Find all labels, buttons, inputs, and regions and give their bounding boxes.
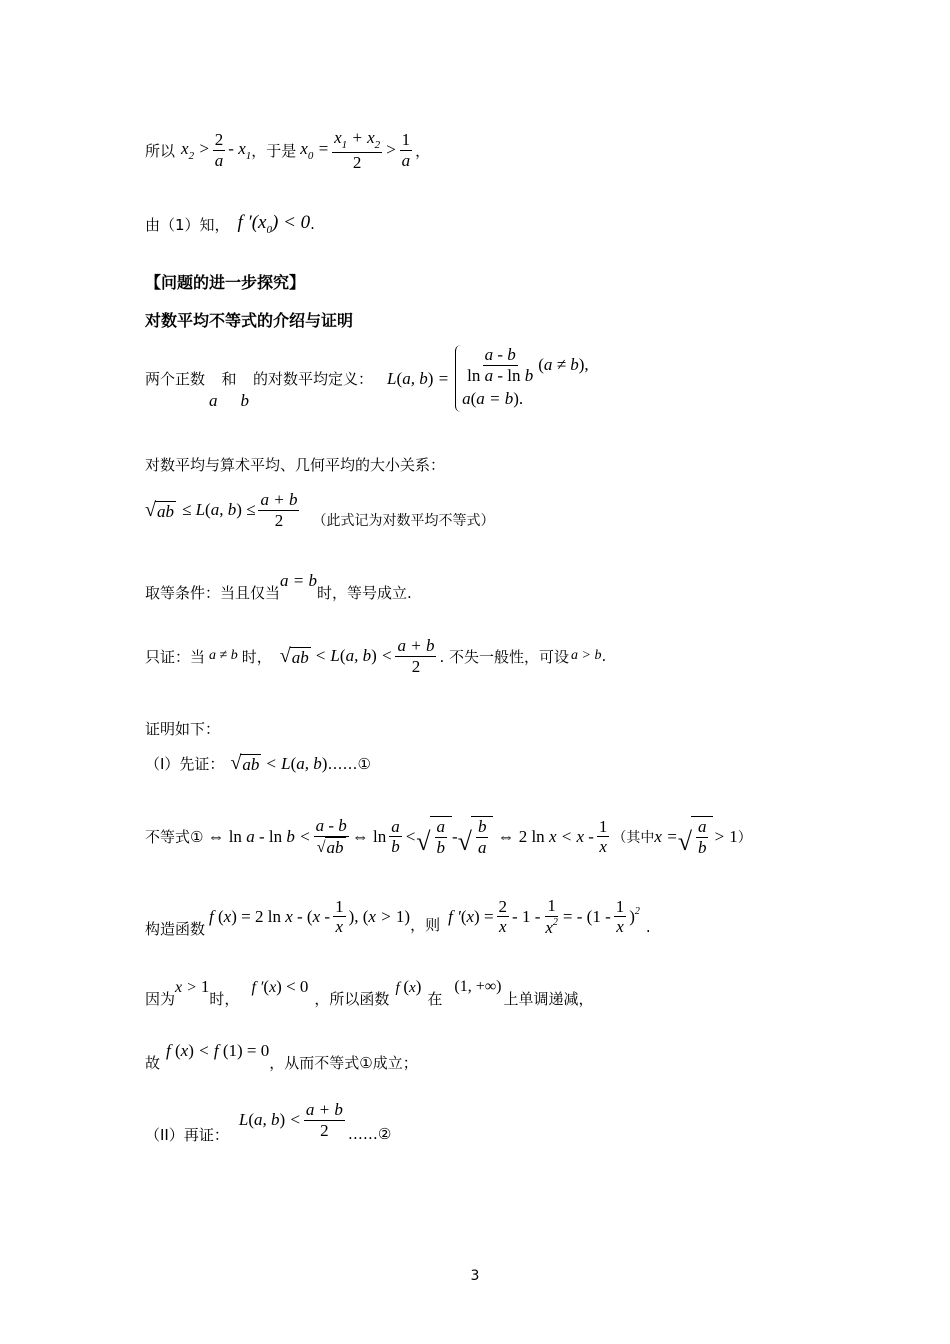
math-expr: L(a, b) = <box>387 368 450 388</box>
text: 时， <box>241 647 272 666</box>
math-fraction: $\frac{a + b}{2}$ <box>260 490 298 530</box>
math-expr: > <box>385 140 397 160</box>
step-one <box>145 752 371 775</box>
math-fraction: $\frac{1}{a}$ <box>401 130 411 170</box>
line-x2-bound <box>145 128 430 172</box>
text: （I）先证： <box>145 755 225 773</box>
only-prove <box>145 636 606 676</box>
step-two <box>145 1100 392 1144</box>
math-expr: ⇔ ln <box>351 826 387 846</box>
text: 两个正数 <box>145 370 206 389</box>
math-fraction: $\frac{a + b}{2}$ <box>305 1100 343 1140</box>
text: 和 <box>221 370 237 389</box>
text: （II）再证： <box>145 1125 229 1144</box>
section-heading: 【问题的进一步探究】 <box>145 273 306 292</box>
math-fraction: $\frac{1}{x}$ <box>335 896 344 937</box>
relation-text: 对数平均与算术平均、几何平均的大小关系： <box>145 456 446 474</box>
math-expr: > 1 <box>713 826 738 846</box>
text: ，则 <box>410 916 441 935</box>
math-expr: a ≠ b <box>209 648 238 664</box>
math-expr: a > b <box>571 648 602 664</box>
proof-heading: 证明如下： <box>145 720 221 738</box>
math-expr: f (x) = 2 ln x - (x - <box>209 906 331 926</box>
text: 故 <box>145 1054 161 1072</box>
text: ，于是 <box>251 141 297 160</box>
text: 只证：当 <box>145 647 206 666</box>
text: . 不失一般性，可设 <box>439 647 569 666</box>
math-expr: x = <box>654 826 678 846</box>
page-number: 3 <box>470 1268 480 1284</box>
text: ，所以函数 <box>314 990 390 1008</box>
math-sqrt: √ ab <box>145 498 174 521</box>
math-expr: L(a, b) < <box>238 1110 301 1130</box>
math-expr: x > 1 <box>175 976 210 996</box>
math-fraction: $\frac{1}{x}$ <box>615 896 625 937</box>
text: 不等式① <box>145 828 204 847</box>
math-expr: ), (x > 1) <box>348 906 411 926</box>
subsection-heading: 对数平均不等式的介绍与证明 <box>145 311 354 330</box>
math-fraction: $\frac{2}{a}$ <box>214 130 224 170</box>
text: 上单调递减， <box>503 990 594 1008</box>
text: 所以 <box>145 141 176 160</box>
math-sqrt: √ $\frac{a}{b}$ <box>678 816 714 857</box>
math-expr: f (x) < f (1) = 0 <box>166 1040 270 1060</box>
math-expr: ⇔ ln a - ln b < <box>207 826 311 846</box>
math-expr: )$^2$ <box>629 906 640 927</box>
inequality-chain <box>145 816 752 857</box>
math-expr: < L(a, b) <box>265 753 328 773</box>
math-fraction: $\frac{1}{x^2}$ <box>545 896 558 937</box>
math-expr: - 1 - <box>512 906 541 926</box>
text: 的对数平均定义： <box>253 370 374 389</box>
math-expr: f (x) <box>395 976 422 996</box>
text: ） <box>737 829 752 846</box>
math-sqrt: √ ab <box>230 752 260 774</box>
math-fraction: $\frac{x_1 + x_2}{2}$ <box>334 128 381 172</box>
math-expr: - $x_1$ <box>228 138 252 162</box>
math-expr: < L(a, b) < <box>314 646 393 666</box>
math-fraction: $\frac{2}{x}$ <box>498 896 508 937</box>
text: . <box>310 215 315 233</box>
math-expr: a = b <box>280 570 317 590</box>
math-sqrt: √ $\frac{a}{b}$ <box>416 816 452 857</box>
because-line <box>145 976 594 1008</box>
log-mean-definition <box>145 345 589 412</box>
construct-function <box>145 896 651 937</box>
text: （其中 <box>612 829 655 846</box>
math-expr: $x_2$ > <box>181 138 210 162</box>
math-expr: ≤ L(a, b) ≤ <box>181 500 256 520</box>
math-fraction: $\frac{a}{b}$ <box>391 816 400 857</box>
text: 时，等号成立. <box>317 584 412 602</box>
math-sqrt: √ $\frac{b}{a}$ <box>458 816 494 857</box>
equality-condition <box>145 570 412 602</box>
text: 时， <box>209 990 240 1008</box>
text: （此式记为对数平均不等式） <box>312 513 495 530</box>
piecewise-brace: $\frac{a - b}{\text{ln a - ln b}}$ (a ≠ b), a(a = b). <box>455 345 589 412</box>
math-expr: < <box>404 826 417 846</box>
math-var: b <box>240 390 250 410</box>
text: ，从而不等式①成立； <box>269 1054 418 1072</box>
math-fraction: a - b √ ab <box>315 816 347 857</box>
text: ……② <box>347 1125 392 1144</box>
line-derivative <box>145 212 315 236</box>
text: 由（1）知， <box>145 215 230 234</box>
math-expr: f ′(x) = <box>448 906 494 926</box>
math-expr: (1, +∞) <box>454 977 502 995</box>
text: ， <box>415 141 431 160</box>
math-expr: ⇔ 2 ln x < x - <box>497 826 594 846</box>
text: 在 <box>427 990 443 1008</box>
math-sqrt: √ ab <box>279 644 309 667</box>
text: 因为 <box>145 990 176 1008</box>
text: . <box>601 647 607 666</box>
text: 取等条件：当且仅当 <box>145 584 281 602</box>
text: 构造函数 <box>145 920 206 939</box>
math-expr: - <box>452 826 458 846</box>
math-expr: f $'(x_0) < 0$ <box>237 212 311 236</box>
text: . <box>645 917 651 936</box>
math-fraction: $\frac{a + b}{2}$ <box>397 636 435 676</box>
math-fraction: $\frac{a - b}{\text{ln a - ln b}}$ <box>467 345 534 385</box>
math-var: a <box>209 390 218 410</box>
log-mean-inequality <box>145 490 494 530</box>
math-expr: f ′(x) < 0 <box>251 976 309 996</box>
math-fraction: $\frac{1}{x}$ <box>598 816 608 857</box>
text: ……① <box>327 754 371 773</box>
math-expr: = - (1 - <box>562 906 611 926</box>
math-expr: $x_0$ = <box>300 138 330 162</box>
therefore-line <box>145 1040 418 1072</box>
